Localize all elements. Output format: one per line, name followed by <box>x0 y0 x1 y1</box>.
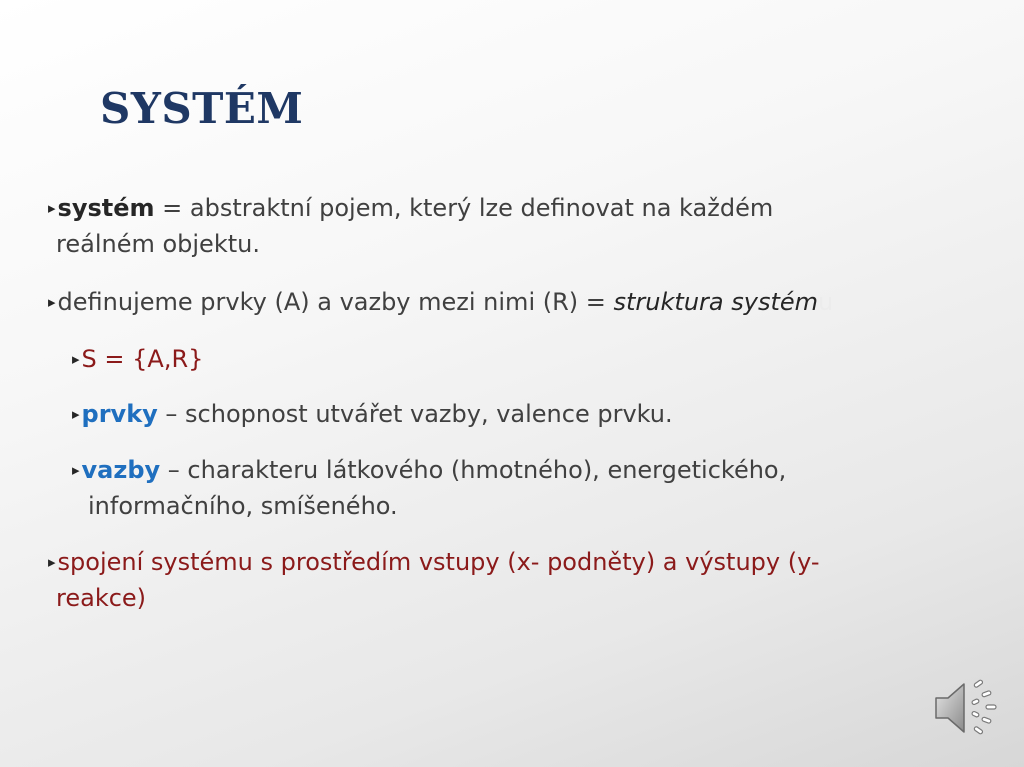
bullet-arrow-icon: ▸ <box>72 405 80 423</box>
ghost-letter: u <box>818 288 834 316</box>
bullet-text: definujeme prvky (A) a vazby mezi nimi (R) = <box>57 288 614 316</box>
sub-bullet-elements <box>72 396 892 432</box>
bullet-continuation: reálném objektu. <box>56 230 260 258</box>
bullet-system-definition <box>48 190 908 262</box>
term-structure: struktura systém <box>613 288 818 316</box>
term-elements: prvky <box>81 400 158 428</box>
formula-text: S = {A,R} <box>81 345 204 373</box>
bullet-text: – charakteru látkového (hmotného), energetického, <box>160 456 787 484</box>
sub-bullet-bonds <box>72 452 892 524</box>
slide-title: SYSTÉM <box>100 84 304 133</box>
bullet-continuation: informačního, smíšeného. <box>88 492 398 520</box>
bullet-arrow-icon: ▸ <box>72 350 80 368</box>
bullet-arrow-icon: ▸ <box>72 461 80 479</box>
bullet-arrow-icon: ▸ <box>48 293 56 311</box>
bullet-continuation: reakce) <box>56 584 147 612</box>
bullet-environment <box>48 544 908 616</box>
sub-bullet-formula <box>72 341 892 377</box>
bullet-arrow-icon: ▸ <box>48 199 56 217</box>
speaker-icon[interactable] <box>930 672 1002 744</box>
bullet-text: spojení systému s prostředím vstupy (x- podněty) a výstupy (y- <box>57 548 820 576</box>
term-system: systém <box>57 194 155 222</box>
bullet-text: = abstraktní pojem, který lze definovat na každém <box>154 194 774 222</box>
bullet-arrow-icon: ▸ <box>48 553 56 571</box>
term-bonds: vazby <box>81 456 161 484</box>
bullet-structure <box>48 284 908 320</box>
bullet-text: – schopnost utvářet vazby, valence prvku. <box>157 400 673 428</box>
